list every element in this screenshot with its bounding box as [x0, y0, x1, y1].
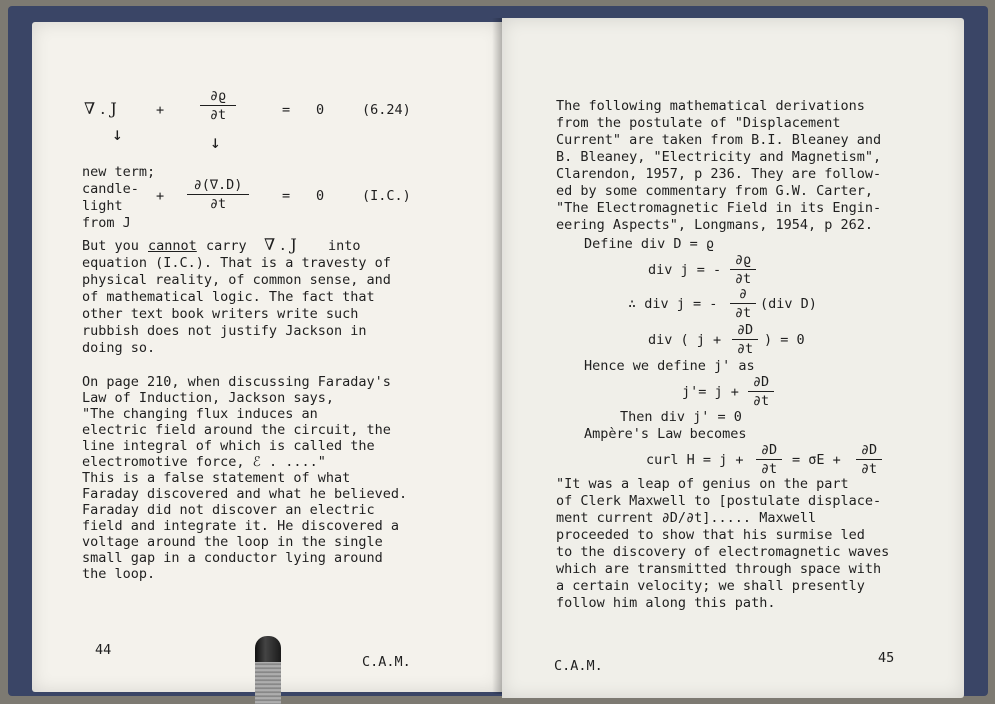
intro-line: Clarendon, 1957, p 236. They are follow- [556, 166, 882, 182]
para2-line: electromotive force, ℰ . ...." [82, 454, 326, 470]
eqA-numerator: ∂ϱ [734, 252, 752, 268]
para1-math: ∇ . J [264, 235, 297, 254]
eq1-plus: + [156, 102, 165, 118]
eqE-fraction-1 [756, 442, 782, 477]
para1-emphasis: cannot [148, 238, 197, 254]
para2-line: line integral of which is called the [82, 438, 375, 454]
intro-line: B. Bleaney, "Electricity and Magnetism", [556, 149, 882, 165]
eq2-fraction [187, 177, 249, 212]
intro-line: "The Electromagnetic Field in its Engin- [556, 200, 882, 216]
eqE-numerator-2: ∂D [860, 442, 878, 458]
para2-line: On page 210, when discussing Faraday's [82, 374, 391, 390]
fraction-bar [856, 459, 882, 460]
intro-line: ed by some commentary from G.W. Carter, [556, 183, 873, 199]
eqB-lhs: ∴ div j = - [628, 296, 718, 312]
para2-line: the loop. [82, 566, 156, 582]
left-page [32, 22, 502, 692]
eqC-numerator: ∂D [736, 322, 754, 338]
hence-line: Hence we define j' as [584, 358, 755, 374]
eq2-equals: = [282, 188, 291, 204]
eq1-fraction [200, 88, 236, 123]
eq2-plus: + [156, 188, 165, 204]
eqE-lhs: curl H = j + [646, 452, 744, 468]
eqD-denominator: ∂t [752, 393, 770, 409]
para2-line: Faraday did not discover an electric [82, 502, 375, 518]
ampere-line: Ampère's Law becomes [584, 426, 747, 442]
fraction-bar [187, 194, 249, 195]
eqE-numerator-1: ∂D [760, 442, 778, 458]
para1-line: equation (I.C.). That is a travesty of [82, 255, 391, 271]
para1-text: But you [82, 238, 139, 254]
para2-line: "The changing flux induces an [82, 406, 318, 422]
eqB-rhs: (div D) [760, 296, 817, 312]
fraction-bar [730, 303, 756, 304]
eq2-denominator: ∂t [209, 196, 227, 212]
right-page [502, 18, 964, 698]
quote-line: follow him along this path. [556, 595, 776, 611]
eqA-fraction [730, 252, 756, 287]
note-line: new term; [82, 164, 156, 180]
quote-line: to the discovery of electromagnetic waves [556, 544, 890, 560]
fraction-bar [200, 105, 236, 106]
eqC-lhs: div ( j + [648, 332, 722, 348]
para1-line: rubbish does not justify Jackson in [82, 323, 367, 339]
eq2-numerator: ∂(∇.D) [193, 177, 243, 193]
intro-line: Current" are taken from B.I. Bleaney and [556, 132, 882, 148]
eq1-numerator: ∂ϱ [209, 88, 227, 104]
para1-line: other text book writers write such [82, 306, 359, 322]
para2-line: Faraday discovered and what he believed. [82, 486, 408, 502]
eqE-denominator-2: ∂t [860, 461, 878, 477]
eqC-denominator: ∂t [736, 341, 754, 357]
fraction-bar [748, 391, 774, 392]
intro-line: eering Aspects", Longmans, 1954, p 262. [556, 217, 873, 233]
para1-line: of mathematical logic. The fact that [82, 289, 375, 305]
eqD-lhs: j'= j + [682, 384, 739, 400]
para2-line: electric field around the circuit, the [82, 422, 391, 438]
down-arrow-icon: ↓ [112, 124, 123, 145]
pen-grip [255, 662, 281, 704]
eqA-denominator: ∂t [734, 271, 752, 287]
footer-right: C.A.M. [554, 658, 603, 674]
define-line: Define div D = ϱ [584, 236, 715, 252]
note-line: candle- [82, 181, 139, 197]
eqA-lhs: div j = - [648, 262, 722, 278]
footer-left: C.A.M. [362, 654, 411, 670]
quote-line: a certain velocity; we shall presently [556, 578, 865, 594]
fraction-bar [730, 269, 756, 270]
eqC-fraction [732, 322, 758, 357]
then-line: Then div j' = 0 [620, 409, 742, 425]
eqE-denominator-1: ∂t [760, 461, 778, 477]
eq1-rhs: 0 [316, 102, 325, 118]
intro-line: from the postulate of "Displacement [556, 115, 841, 131]
eqE-fraction-2 [856, 442, 882, 477]
para2-line: This is a false statement of what [82, 470, 351, 486]
page-number-right: 45 [878, 650, 895, 666]
eqD-numerator: ∂D [752, 374, 770, 390]
eq1-label: (6.24) [362, 102, 411, 118]
quote-line: ment current ∂D/∂t]..... Maxwell [556, 510, 817, 526]
page-number-left: 44 [95, 642, 112, 658]
quote-line: of Clerk Maxwell to [postulate displace- [556, 493, 882, 509]
note-line: from J [82, 215, 131, 231]
para2-line: small gap in a conductor lying around [82, 550, 383, 566]
eqC-rhs: ) = 0 [764, 332, 805, 348]
para2-line: field and integrate it. He discovered a [82, 518, 399, 534]
eqB-numerator: ∂ [738, 286, 748, 302]
fraction-bar [732, 339, 758, 340]
para1-line: physical reality, of common sense, and [82, 272, 391, 288]
quote-line: proceeded to show that his surmise led [556, 527, 865, 543]
para2-line: Law of Induction, Jackson says, [82, 390, 334, 406]
para1-line: doing so. [82, 340, 156, 356]
note-line: light [82, 198, 123, 214]
eqE-middle: = σE + [792, 452, 841, 468]
eq1-lhs: ∇ . J [84, 99, 117, 118]
fraction-bar [756, 459, 782, 460]
eq1-equals: = [282, 102, 291, 118]
eq1-denominator: ∂t [209, 107, 227, 123]
intro-line: The following mathematical derivations [556, 98, 865, 114]
para2-line: voltage around the loop in the single [82, 534, 383, 550]
down-arrow-icon: ↓ [210, 132, 221, 153]
eqB-fraction [730, 286, 756, 321]
eqD-fraction [748, 374, 774, 409]
para1-text: into [328, 238, 361, 254]
eq2-rhs: 0 [316, 188, 325, 204]
eqB-denominator: ∂t [734, 305, 752, 321]
quote-line: which are transmitted through space with [556, 561, 882, 577]
para1-text: carry [206, 238, 247, 254]
quote-line: "It was a leap of genius on the part [556, 476, 849, 492]
eq2-label: (I.C.) [362, 188, 411, 204]
